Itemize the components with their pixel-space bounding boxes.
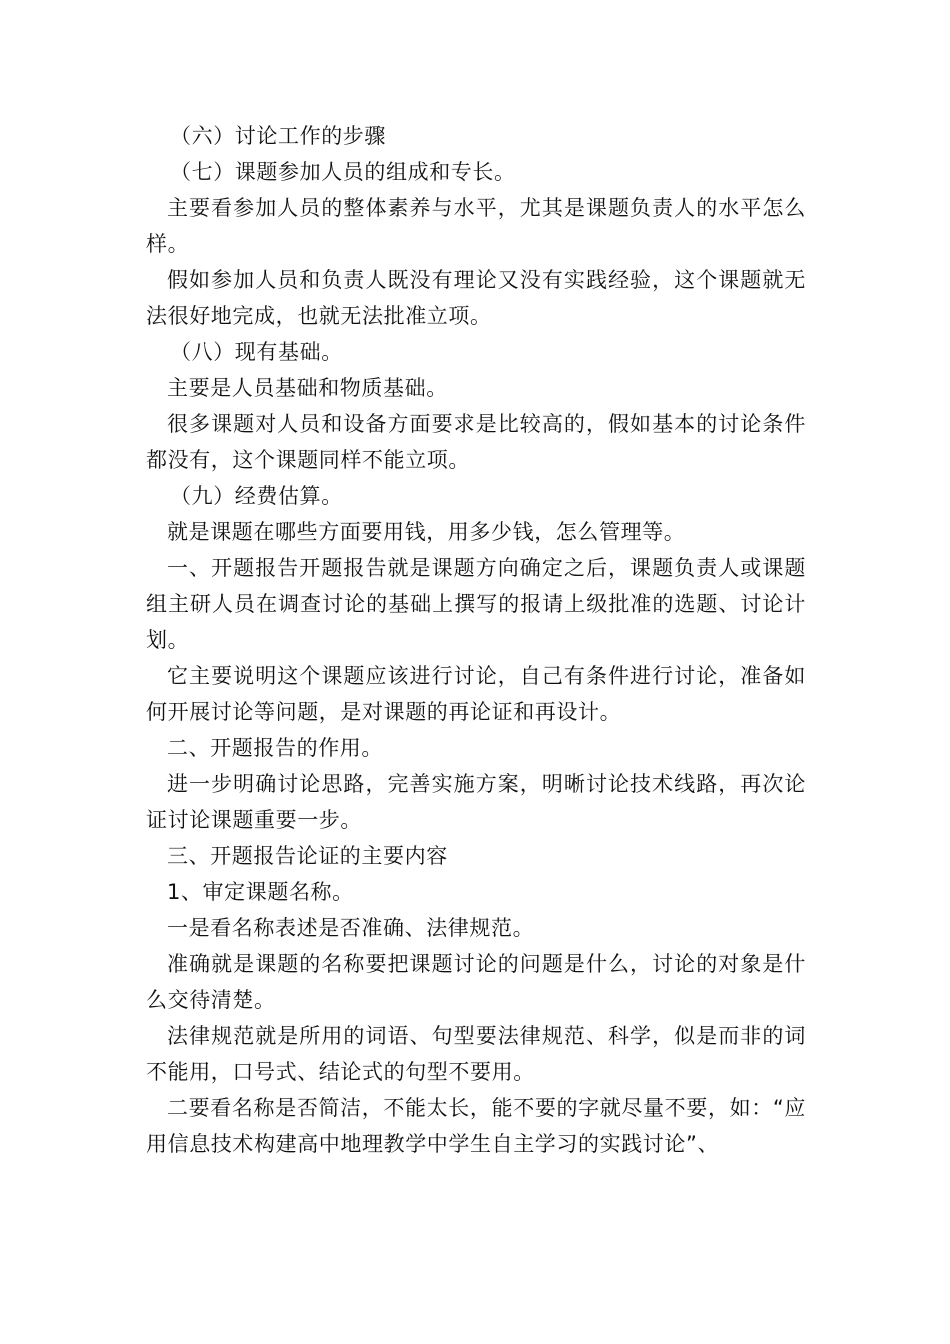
paragraph: 假如参加人员和负责人既没有理论又没有实践经验，这个课题就无法很好地完成，也就无法批准立项。 (146, 268, 806, 328)
section-heading-step-6: （六）讨论工作的步骤 (170, 124, 386, 148)
paragraph: 二要看名称是否简洁，不能太长，能不要的字就尽量不要，如：“应用信息技术构建高中地理教学中学生自主学习的实践讨论”、 (146, 1096, 806, 1156)
section-heading-step-9: （九）经费估算。 (170, 484, 343, 508)
section-heading-two: 二、开题报告的作用。 (167, 736, 383, 760)
section-heading-three: 三、开题报告论证的主要内容 (167, 844, 448, 868)
paragraph: 主要看参加人员的整体素养与水平，尤其是课题负责人的水平怎么样。 (146, 196, 806, 256)
paragraph: 一、开题报告开题报告就是课题方向确定之后，课题负责人或课题组主研人员在调查讨论的基础上撰写的报请上级批准的选题、讨论计划。 (146, 556, 806, 652)
document-body (146, 118, 806, 1162)
paragraph: 进一步明确讨论思路，完善实施方案，明晰讨论技术线路，再次论证讨论课题重要一步。 (146, 772, 806, 832)
paragraph: 准确就是课题的名称要把课题讨论的问题是什么，讨论的对象是什么交待清楚。 (146, 952, 806, 1012)
paragraph: 一是看名称表述是否准确、法律规范。 (167, 916, 535, 940)
paragraph: 很多课题对人员和设备方面要求是比较高的，假如基本的讨论条件都没有，这个课题同样不能立项。 (146, 412, 806, 472)
paragraph: 就是课题在哪些方面要用钱，用多少钱，怎么管理等。 (167, 520, 686, 544)
subsection-heading-1: 1、审定课题名称。 (167, 880, 354, 904)
paragraph: 主要是人员基础和物质基础。 (167, 376, 448, 400)
paragraph: 法律规范就是所用的词语、句型要法律规范、科学，似是而非的词不能用，口号式、结论式的句型不要用。 (146, 1024, 806, 1084)
section-heading-step-7: （七）课题参加人员的组成和专长。 (170, 160, 516, 184)
section-heading-step-8: （八）现有基础。 (170, 340, 343, 364)
paragraph: 它主要说明这个课题应该进行讨论，自己有条件进行讨论，准备如何开展讨论等问题，是对课题的再论证和再设计。 (146, 664, 806, 724)
